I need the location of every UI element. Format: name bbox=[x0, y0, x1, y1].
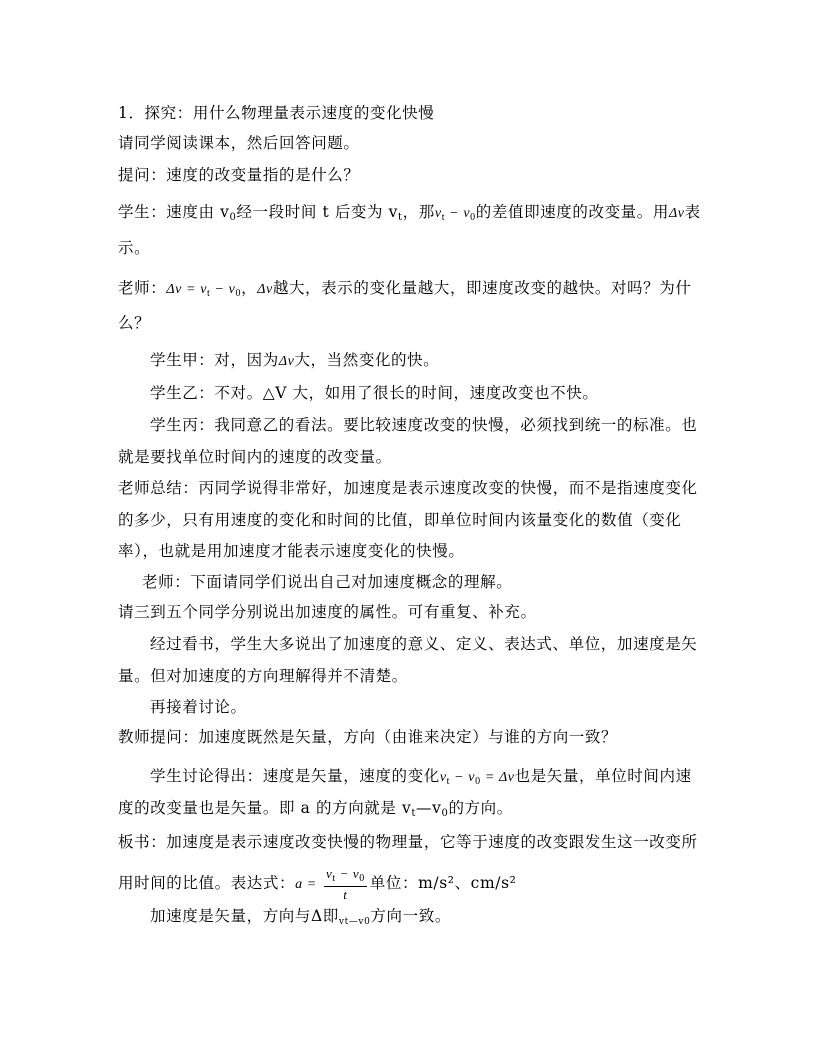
paragraph: 的多少，只有用速度的变化和时间的比值，即单位时间内该量变化的数值（变化 bbox=[118, 511, 682, 529]
paragraph: 就是要找单位时间内的速度的改变量。 bbox=[118, 448, 392, 466]
paragraph: 板书：加速度是表示速度改变快慢的物理量，它等于速度的改变跟发生这一改变所 bbox=[118, 833, 698, 851]
formula-vt-minus-v0: $v_t - v_0$ bbox=[434, 206, 476, 223]
formula-delta-v: Δv bbox=[278, 354, 295, 369]
formula-a: a = bbox=[295, 877, 321, 892]
paragraph: 教师提问：加速度既然是矢量，方向（由谁来决定）与谁的方向一致？ bbox=[118, 728, 618, 746]
formula-vt-v0-dv: $v_t - v_0 = \Delta v$ bbox=[439, 770, 515, 787]
paragraph: 度的改变量也是矢量。即 a 的方向就是 $v_t—v_0$的方向。 bbox=[118, 799, 513, 819]
formula-delta-v: Δv bbox=[668, 206, 685, 221]
paragraph: 请同学阅读课本，然后回答问题。 bbox=[118, 134, 360, 152]
paragraph: 请三到五个同学分别说出加速度的属性。可有重复、补充。 bbox=[118, 603, 537, 621]
paragraph: 提问：速度的改变量指的是什么？ bbox=[118, 166, 360, 184]
paragraph: 学生讨论得出：速度是矢量，速度的变化$v_t - v_0 = \Delta v$也是矢量，单位时间内速 bbox=[150, 767, 692, 787]
paragraph: 学生甲：对，因为Δv大，当然变化的快。 bbox=[150, 351, 440, 369]
paragraph: 学生：速度由 $v_0$经一段时间 t 后变为 $v_t$，那$v_t - v_0$的差值即速度的改变量。用Δv表 bbox=[118, 203, 701, 223]
paragraph: 学生丙：我同意乙的看法。要比较速度改变的快慢，必须找到统一的标准。也 bbox=[150, 416, 698, 434]
paragraph: 经过看书，学生大多说出了加速度的意义、定义、表达式、单位，加速度是矢 bbox=[150, 635, 698, 653]
formula-delta-v: Δv bbox=[257, 282, 273, 297]
paragraph: 示。 bbox=[118, 239, 151, 257]
paragraph: 用时间的比值。表达式：a = $\frac{v_t - v_0}{t}$ 单位：m/s²、cm/s² bbox=[118, 866, 517, 902]
paragraph: 么？ bbox=[118, 314, 151, 332]
formula-acceleration-fraction: $\frac{v_t - v_0}{t}$ bbox=[325, 866, 365, 902]
heading-explore: 1．探究：用什么物理量表示速度的变化快慢 bbox=[118, 104, 435, 122]
paragraph: 再接着讨论。 bbox=[150, 698, 247, 716]
paragraph: 率），也就是用加速度才能表示速度变化的快慢。 bbox=[118, 542, 465, 560]
paragraph: 老师总结：丙同学说得非常好，加速度是表示速度改变的快慢，而不是指速度变化 bbox=[118, 479, 698, 497]
formula-delta-v-def: $\Delta v = v_t - v_0$ bbox=[166, 282, 242, 299]
paragraph: 学生乙：不对。△V 大，如用了很长的时间，速度改变也不快。 bbox=[150, 384, 599, 402]
paragraph: 加速度是矢量，方向与Δ即vt—v0方向一致。 bbox=[150, 907, 451, 927]
paragraph: 老师：$\Delta v = v_t - v_0$，Δv越大，表示的变化量越大，即速度改变的越快。对吗？为什 bbox=[118, 279, 692, 299]
paragraph: 老师：下面请同学们说出自己对加速度概念的理解。 bbox=[142, 573, 513, 591]
paragraph: 量。但对加速度的方向理解得并不清楚。 bbox=[118, 667, 408, 685]
